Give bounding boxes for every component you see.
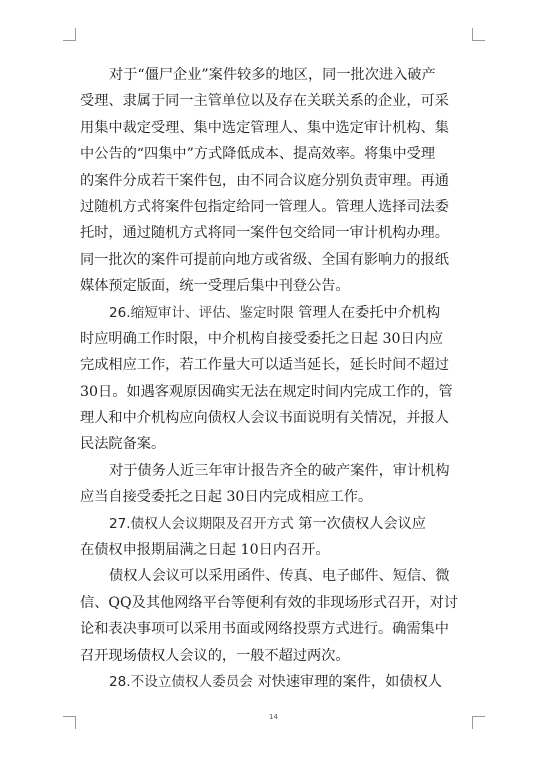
text-line: [80, 511, 472, 537]
text-line: 应当自接受委托之日起 30日内完成相应工作。: [80, 489, 373, 506]
text-line: 债权人会议可以采用函件、传真、电子邮件、短信、微: [109, 568, 450, 585]
text-line: 过随机方式将案件包指定给同一管理人。管理人选择司法委: [80, 198, 449, 215]
text-line: 信、QQ及其他网络平台等便利有效的非现场形式召开，对讨: [80, 594, 458, 611]
section-27-paragraph: [80, 511, 472, 564]
paragraph-meeting-methods: [80, 563, 472, 669]
text-fragment: 管理人在委托中介机构: [293, 304, 441, 321]
text-line: 同一批次的案件可提前向地方或省级、全国有影响力的报纸: [80, 251, 449, 268]
text-line: 论和表决事项可以采用书面或网络投票方式进行。确需集中: [80, 621, 449, 638]
text-line: 对于“僵尸企业”案件较多的地区，同一批次进入破产: [109, 67, 436, 83]
text-line: 在债权申报期届满之日起 10日内召开。: [80, 542, 330, 559]
text-line: 民法院备案。: [80, 436, 166, 453]
text-line: 的案件分成若干案件包，由不同合议庭分别负责审理。再通: [80, 172, 449, 189]
section-28-paragraph: [80, 669, 472, 695]
text-line: 中公告的“四集中”方式降低成本、提高效率。将集中受理: [80, 146, 436, 163]
section-heading-26: 26.缩短审计、评估、鉴定时限: [109, 304, 294, 321]
text-line: [80, 669, 472, 695]
paragraph-zombie-enterprises: [80, 62, 472, 300]
body-text: [80, 62, 472, 695]
text-line: 托时，通过随机方式将同一案件包交给同一审计机构办理。: [80, 225, 449, 242]
text-line: 受理、隶属于同一主管单位以及存在关联关系的企业，可采: [80, 93, 449, 110]
section-heading-27: 27.债权人会议期限及召开方式: [109, 515, 294, 532]
text-fragment: 第一次债权人会议应: [293, 515, 426, 532]
section-26-paragraph: [80, 300, 472, 458]
text-line: [80, 300, 472, 326]
section-heading-28: 28.不设立债权人委员会: [109, 673, 253, 690]
text-line: 理人和中介机构应向债权人会议书面说明有关情况，并报人: [80, 410, 449, 427]
text-line: 30日。如遇客观原因确实无法在规定时间内完成工作的，管: [80, 383, 453, 400]
paragraph-audit-report: [80, 458, 472, 511]
crop-mark-top-left: [63, 28, 76, 41]
text-line: 媒体预定版面，统一受理后集中刊登公告。: [80, 278, 350, 295]
text-line: 时应明确工作时限，中介机构自接受委托之日起 30日内应: [80, 330, 444, 347]
page-number: 14: [269, 713, 278, 721]
text-line: 用集中裁定受理、集中选定管理人、集中选定审计机构、集: [80, 119, 449, 136]
crop-mark-top-right: [472, 28, 485, 41]
text-line: 完成相应工作，若工作量大可以适当延长，延长时间不超过: [80, 357, 449, 374]
text-fragment: 对快速审理的案件，如债权人: [252, 673, 442, 690]
text-line: 召开现场债权人会议的，一般不超过两次。: [80, 647, 350, 664]
text-line: 对于债务人近三年审计报告齐全的破产案件，审计机构: [109, 462, 450, 479]
